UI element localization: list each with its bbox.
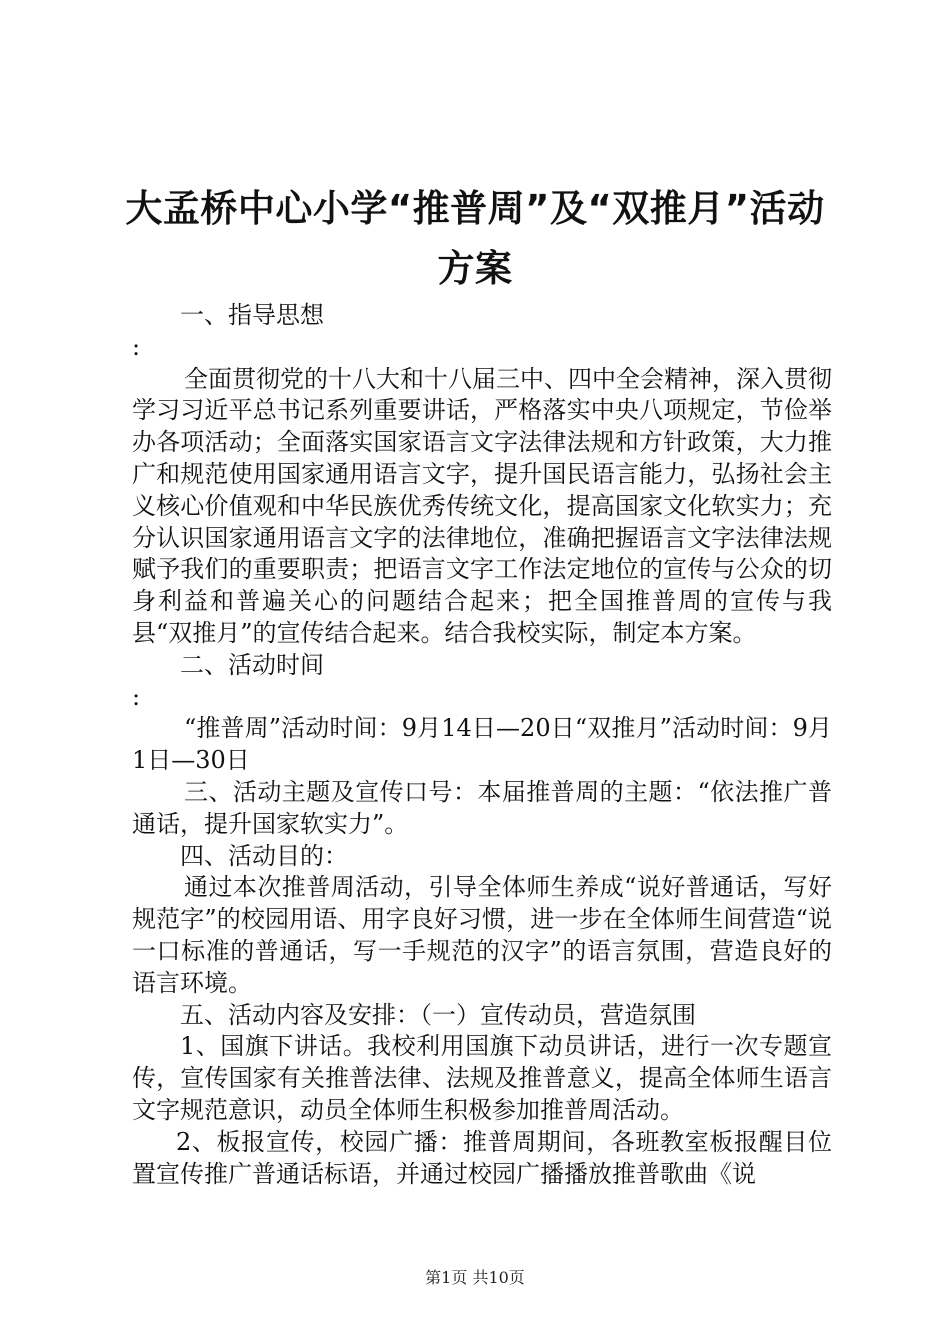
section3-paragraph: 三、活动主题及宣传口号：本届推普周的主题：“依法推广普通话，提升国家软实力”。 — [132, 777, 832, 838]
page-footer: 第1页 共10页 — [425, 1268, 525, 1287]
section1-colon: : — [132, 332, 141, 361]
section2-paragraph: “推普周”活动时间：9月14日—20日“双推月”活动时间：9月1日—30日 — [132, 714, 832, 775]
section4-paragraph: 通过本次推普周活动，引导全体师生养成“说好普通话，写好规范字”的校园用语、用字良好习惯，进一步在全体师生间营造“说一口标准的普通话，写一手规范的汉字”的语言氛围，营造良好的语言环境。 — [132, 873, 832, 997]
document-body — [132, 300, 832, 1190]
document-title-line1: 大孟桥中心小学“推普周”及“双推月”活动 — [125, 187, 825, 230]
section5-heading: 五、活动内容及安排：（一）宣传动员，营造氛围 — [180, 1000, 696, 1029]
section4-heading: 四、活动目的： — [180, 841, 348, 870]
section5-item1: 1、国旗下讲话。我校利用国旗下动员讲话，进行一次专题宣传，宣传国家有关推普法律、法规及推普意义，提高全体师生语言文字规范意识，动员全体师生积极参加推普周活动。 — [132, 1032, 832, 1124]
section5-item2: 2、板报宣传，校园广播：推普周期间，各班教室板报醒目位置宣传推广普通话标语，并通过校园广播播放推普歌曲《说 — [132, 1127, 832, 1188]
section2-colon: : — [132, 682, 141, 711]
section2-heading: 二、活动时间 — [180, 650, 324, 679]
document-title-line2: 方案 — [437, 247, 513, 290]
section1-paragraph: 全面贯彻党的十八大和十八届三中、四中全会精神，深入贯彻学习习近平总书记系列重要讲话，严格落实中央八项规定，节俭举办各项活动；全面落实国家语言文字法律法规和方针政策，大力推广和规范使用国家通用语言文字，提升国民语言能力，弘扬社会主义核心价值观和中华民族优秀传统文化，提高国家文化软实力；充分认识国家通用语言文字的法律地位，准确把握语言文字法律法规赋予我们的重要职责；把语言文字工作法定地位的宣传与公众的切身利益和普遍关心的问题结合起来；把全国推普周的宣传与我县“双推月”的宣传结合起来。结合我校实际，制定本方案。 — [132, 364, 832, 647]
section1-heading: 一、指导思想 — [180, 301, 324, 329]
